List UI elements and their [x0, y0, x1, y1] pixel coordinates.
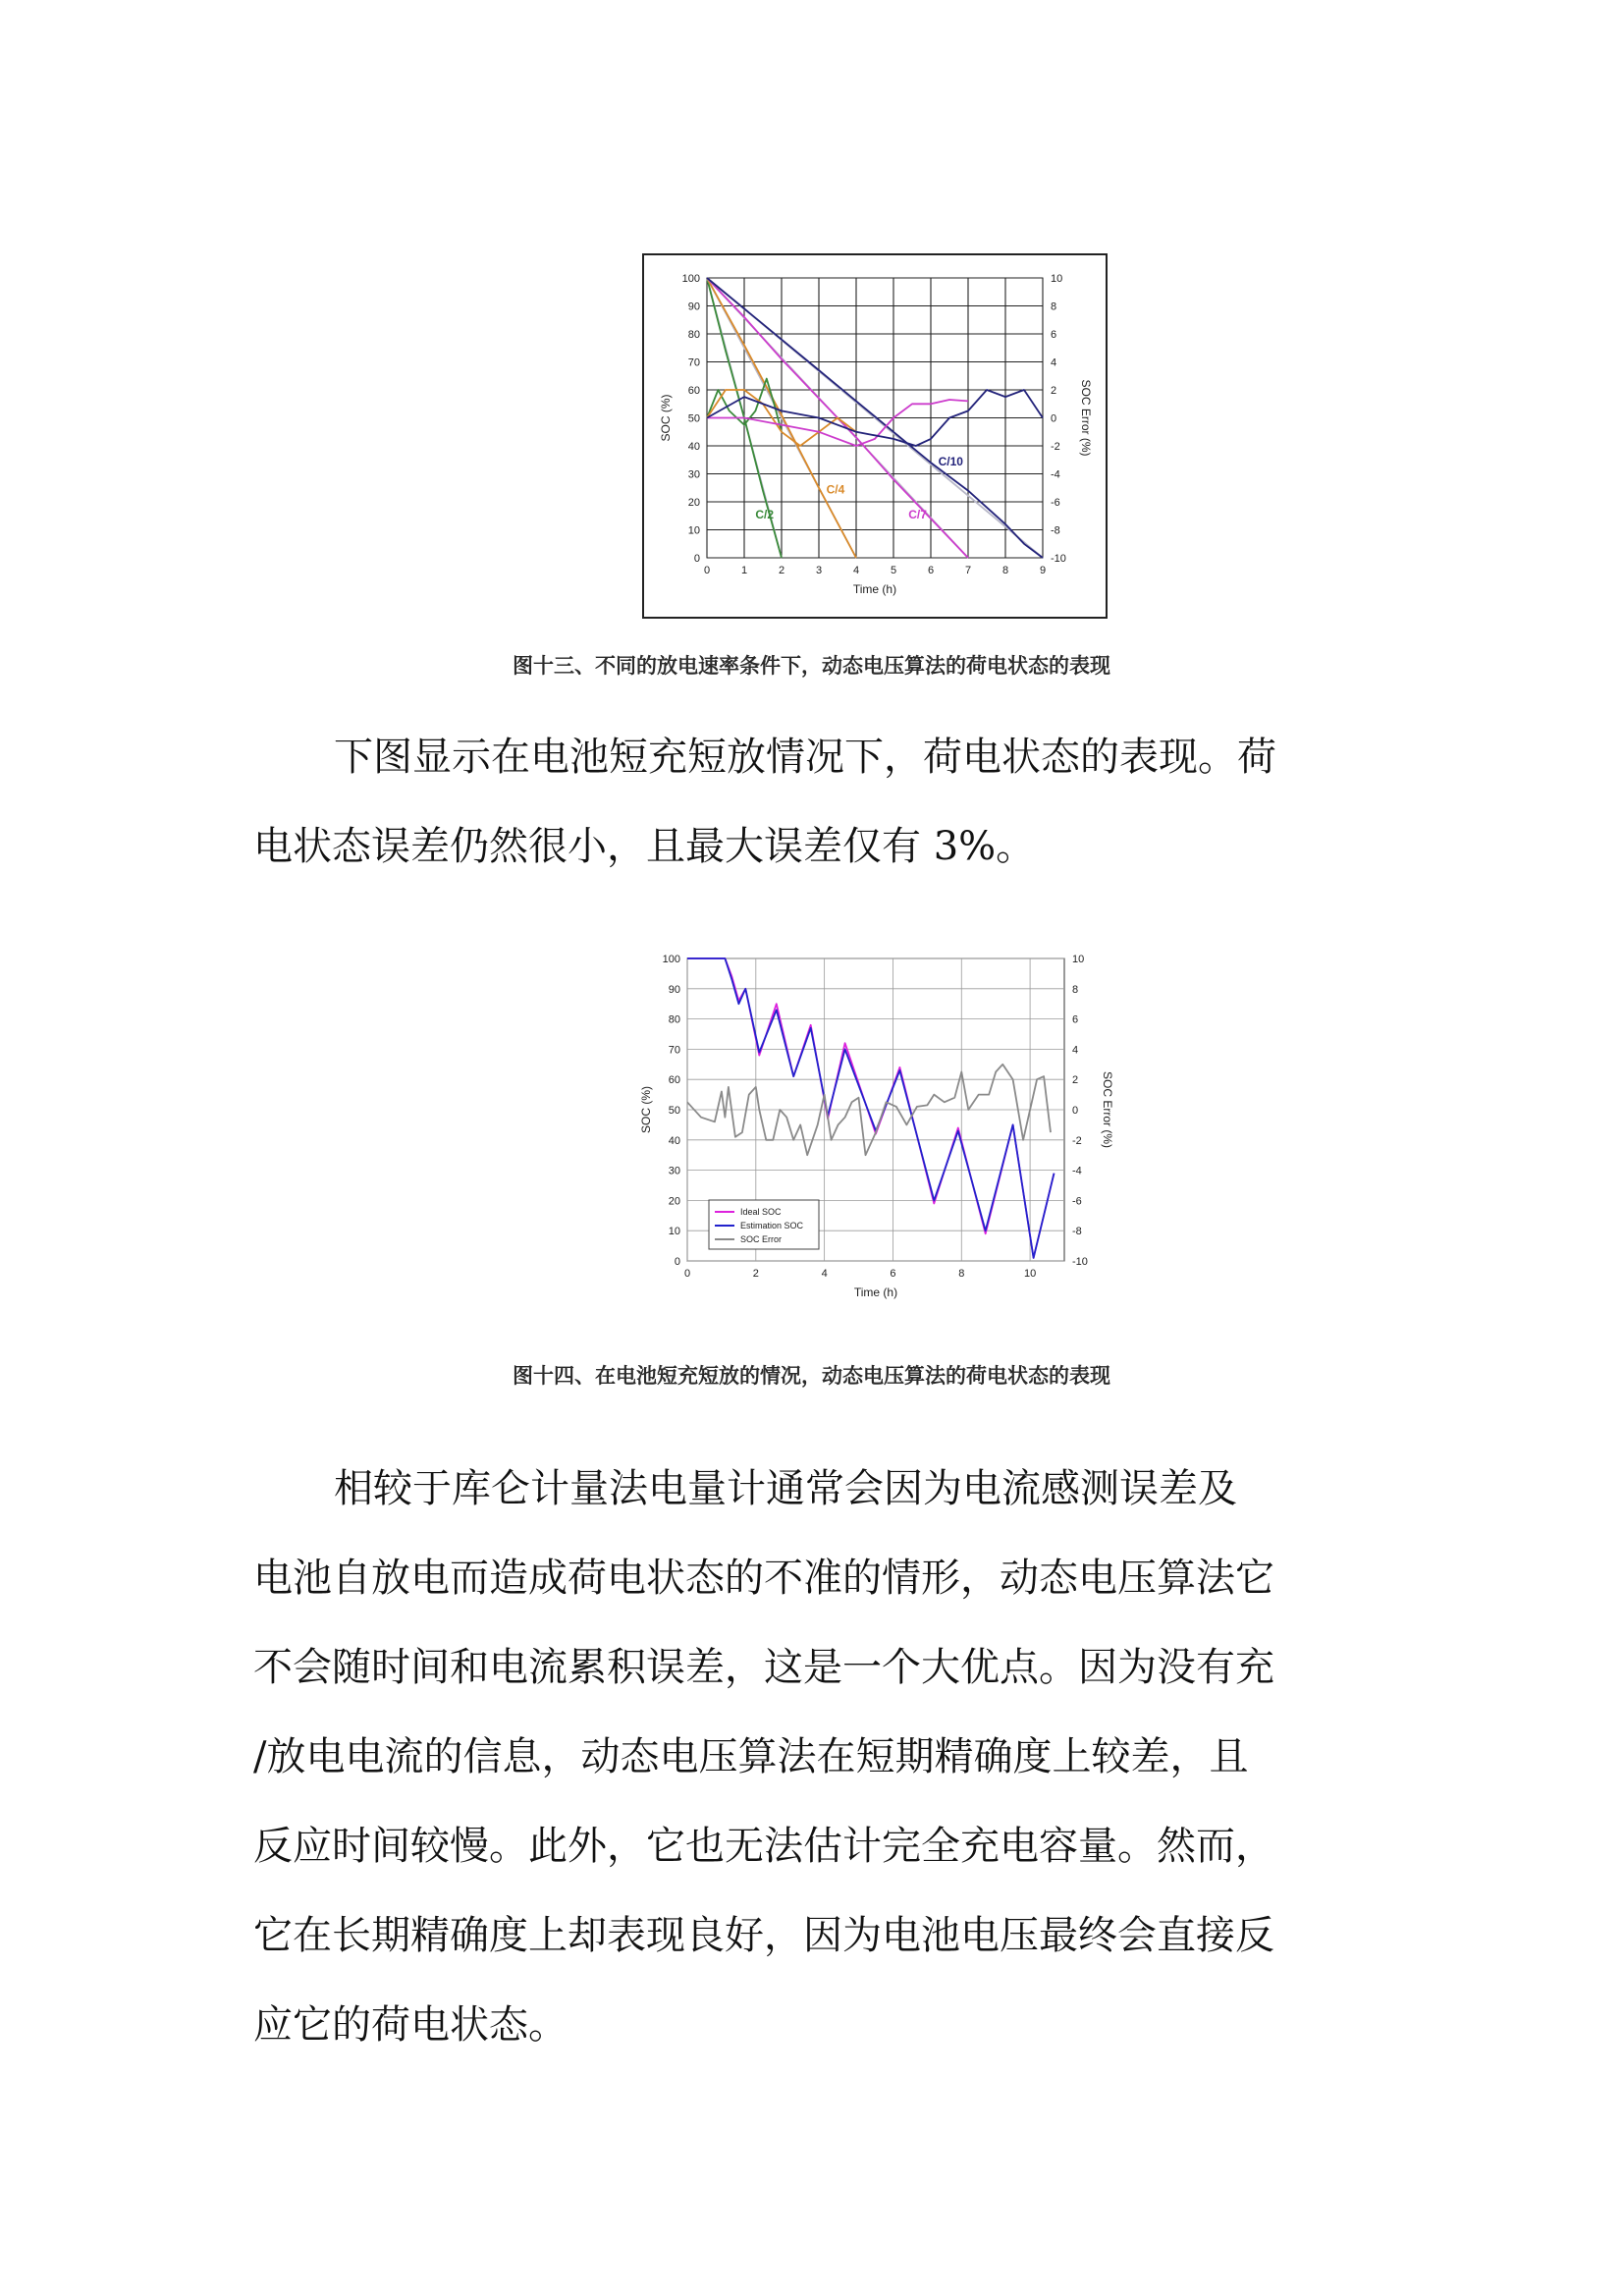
figure-13: [642, 253, 1108, 619]
y-tick-label: 50: [668, 1105, 680, 1117]
y2-tick-label: 6: [1051, 329, 1057, 341]
paragraph-2-line: 相较于库仑计量法电量计通常会因为电流感测误差及: [334, 1466, 1237, 1511]
y-tick-label: 100: [681, 273, 700, 285]
x-tick-label: 1: [740, 565, 748, 576]
y-tick-label: 0: [693, 553, 700, 565]
legend-entry: Estimation SOC: [740, 1221, 804, 1230]
y-tick-label: 90: [668, 983, 680, 996]
paragraph-2: [253, 1445, 1392, 2070]
y2-tick-label: -10: [1072, 1256, 1088, 1268]
y-axis-label: SOC (%): [639, 1086, 653, 1133]
x-tick-label: 10: [1023, 1268, 1037, 1280]
y-tick-label: 10: [687, 524, 700, 537]
paragraph-2-line: 它在长期精确度上却表现良好，因为电池电压最终会直接反: [253, 1913, 1274, 1958]
figure-13-chart: [642, 253, 1108, 619]
y-tick-label: 30: [668, 1165, 680, 1177]
y2-tick-label: 10: [1051, 273, 1063, 285]
y-tick-label: 60: [668, 1074, 680, 1087]
series-label: C/2: [755, 508, 775, 522]
y-tick-label: 60: [687, 385, 700, 397]
y2-tick-label: 6: [1072, 1013, 1079, 1026]
y2-tick-label: 8: [1051, 301, 1057, 313]
x-tick-label: 4: [821, 1268, 828, 1280]
paragraph-1-line: 电状态误差仍然很小，且最大误差仅有 3%。: [253, 824, 1036, 869]
x-tick-label: 4: [852, 565, 860, 576]
y2-tick-label: 2: [1072, 1074, 1079, 1087]
y-tick-label: 70: [668, 1044, 680, 1057]
y2-tick-label: 4: [1072, 1044, 1079, 1057]
y-tick-label: 40: [687, 441, 700, 453]
x-tick-label: 8: [1001, 565, 1009, 576]
y2-tick-label: -8: [1051, 524, 1060, 537]
figure-13-caption: 图十三、不同的放电速率条件下，动态电压算法的荷电状态的表现: [513, 654, 1110, 678]
x-axis-label: Time (h): [852, 582, 897, 596]
y2-tick-label: 0: [1072, 1105, 1079, 1117]
x-tick-label: 3: [815, 565, 823, 576]
x-tick-label: 0: [683, 1268, 691, 1280]
y-tick-label: 80: [668, 1013, 680, 1026]
y2-tick-label: -2: [1072, 1134, 1082, 1147]
figure-14-caption: 图十四、在电池短充短放的情况，动态电压算法的荷电状态的表现: [513, 1364, 1110, 1388]
x-tick-label: 0: [703, 565, 711, 576]
y2-tick-label: 4: [1051, 356, 1057, 369]
y2-axis-label: SOC Error (%): [1101, 1071, 1114, 1148]
y-tick-label: 100: [662, 954, 680, 965]
y-tick-label: 70: [687, 356, 700, 369]
paragraph-1: [253, 713, 1392, 892]
y2-tick-label: -6: [1051, 497, 1060, 509]
y2-tick-label: 0: [1051, 412, 1057, 425]
legend-entry: Ideal SOC: [740, 1207, 782, 1217]
x-tick-label: 6: [927, 565, 935, 576]
y2-tick-label: -4: [1051, 468, 1060, 481]
paragraph-2-line: 应它的荷电状态。: [253, 2002, 568, 2048]
y-tick-label: 80: [687, 329, 700, 341]
y2-tick-label: -2: [1051, 441, 1060, 453]
paragraph-1-line: 下图显示在电池短充短放情况下，荷电状态的表现。荷: [334, 735, 1276, 780]
x-tick-label: 8: [958, 1268, 965, 1280]
y2-axis-label: SOC Error (%): [1079, 379, 1093, 457]
y2-tick-label: -4: [1072, 1165, 1082, 1177]
y-tick-label: 40: [668, 1134, 680, 1147]
y2-tick-label: -8: [1072, 1226, 1082, 1238]
x-tick-label: 5: [890, 565, 897, 576]
series-label: C/7: [908, 508, 927, 522]
y2-tick-label: 10: [1072, 954, 1085, 965]
y-tick-label: 20: [668, 1195, 680, 1208]
x-tick-label: 2: [752, 1268, 759, 1280]
paragraph-2-line: /放电电流的信息，动态电压算法在短期精确度上较差，且: [253, 1734, 1249, 1779]
x-tick-label: 6: [890, 1268, 896, 1280]
figure-14: [624, 941, 1155, 1326]
y-tick-label: 20: [687, 497, 700, 509]
series-label: C/10: [938, 454, 963, 468]
y-axis-label: SOC (%): [659, 394, 673, 442]
y-tick-label: 90: [687, 301, 700, 313]
y-tick-label: 30: [687, 468, 700, 481]
y2-tick-label: 8: [1072, 983, 1079, 996]
x-tick-label: 7: [964, 565, 972, 576]
paragraph-2-line: 电池自放电而造成荷电状态的不准的情形，动态电压算法它: [253, 1556, 1274, 1601]
y2-tick-label: -10: [1051, 553, 1066, 565]
x-axis-label: Time (h): [853, 1285, 898, 1299]
x-tick-label: 2: [778, 565, 785, 576]
y-tick-label: 50: [687, 412, 700, 425]
y2-tick-label: 2: [1051, 385, 1057, 397]
series-label: C/4: [826, 482, 845, 497]
x-tick-label: 9: [1039, 565, 1047, 576]
y-tick-label: 0: [674, 1256, 680, 1268]
paragraph-2-line: 反应时间较慢。此外，它也无法估计完全充电容量。然而，: [253, 1824, 1274, 1869]
paragraph-2-line: 不会随时间和电流累积误差，这是一个大优点。因为没有充: [253, 1645, 1274, 1690]
y-tick-label: 10: [668, 1226, 680, 1238]
legend-entry: SOC Error: [740, 1234, 783, 1244]
figure-14-chart: [624, 941, 1155, 1326]
y2-tick-label: -6: [1072, 1195, 1082, 1208]
